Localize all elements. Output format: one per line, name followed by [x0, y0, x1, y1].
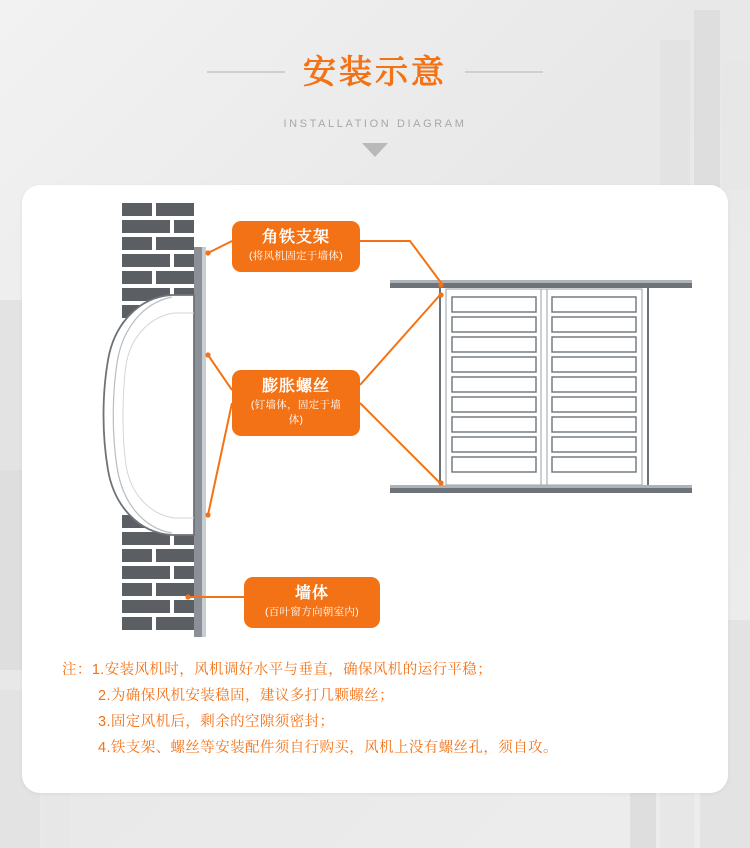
angle-bar-top [390, 280, 692, 288]
louver-panel [440, 283, 648, 491]
fan-housing [104, 295, 195, 535]
title-rule-right [465, 71, 543, 73]
note-prefix: 注： [62, 662, 92, 678]
note-line-1 [62, 657, 688, 683]
diagram-card [22, 185, 728, 793]
title-row [0, 52, 750, 92]
arrow-down-icon [362, 143, 388, 157]
callout-subtitle: (钉墙体，固定于墙体) [250, 399, 342, 426]
note-text: 1.安装风机时，风机调好水平与垂直，确保风机的运行平稳； [91, 662, 493, 678]
callout-title: 角铁支架 [261, 229, 330, 246]
page-title: 安装示意 [303, 53, 447, 90]
callout-wall [244, 577, 380, 628]
note-line-3: 3.固定风机后，剩余的空隙须密封； [98, 714, 335, 730]
callout-angle-bracket [232, 221, 360, 272]
wall-mount-plate [194, 247, 206, 637]
angle-bar-bottom [390, 485, 692, 493]
page-subtitle: INSTALLATION DIAGRAM [283, 118, 467, 130]
note-line-2: 2.为确保风机安装稳固，建议多打几颗螺丝； [98, 688, 394, 704]
notes-block [22, 657, 728, 761]
installation-illustration [22, 185, 728, 655]
callout-title: 膨胀螺丝 [261, 378, 330, 395]
title-rule-left [207, 71, 285, 73]
callout-expansion-screw [232, 370, 360, 436]
page-header [0, 0, 750, 180]
callout-title: 墙体 [294, 585, 329, 602]
callout-subtitle: (百叶窗方向朝室内) [265, 606, 359, 618]
note-line-4: 4.铁支架、螺丝等安装配件须自行购买，风机上没有螺丝孔，须自攻。 [98, 740, 558, 756]
callout-subtitle: (将风机固定于墙体) [249, 250, 343, 262]
